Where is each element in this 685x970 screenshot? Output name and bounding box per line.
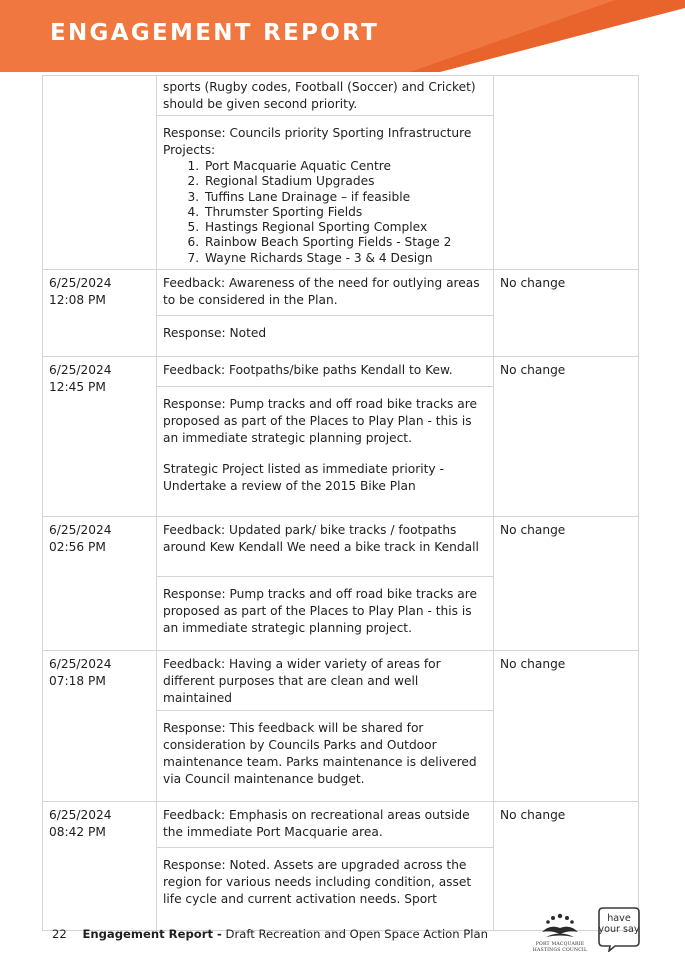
outcome-cell [494,517,639,651]
response-cell [157,387,494,517]
table-row [43,270,639,316]
footer-doc-title: Engagement Report - [82,927,222,941]
date-text: 6/25/2024 08:42 PM [49,808,112,839]
response-text: Response: Pump tracks and off road bike tracks are proposed as part of the Places to Play Plan - this is an immediate strategic planning project. [163,397,477,445]
report-title: ENGAGEMENT REPORT [50,20,380,46]
feedback-text: Feedback: Emphasis on recreational areas outside the immediate Port Macquarie area. [163,808,470,839]
response-text: Response: Noted [163,326,267,340]
response-cell [157,116,494,270]
feedback-text: Feedback: Having a wider variety of areas for different purposes that are clean and well maintained [163,657,441,705]
page-footer [52,927,488,941]
date-cell [43,76,157,270]
outcome-text: No change [500,808,566,822]
project-list [163,159,487,266]
date-text: 6/25/2024 07:18 PM [49,657,112,688]
date-text: 6/25/2024 12:08 PM [49,276,112,307]
project-item: 2. Regional Stadium Upgrades [203,174,487,189]
table-row [43,802,639,848]
project-item: 7. Wayne Richards Stage - 3 & 4 Design [203,251,487,266]
date-cell [43,270,157,357]
response-text: Response: Councils priority Sporting Infrastructure Projects: [163,126,472,157]
outcome-text: No change [500,363,566,377]
response-cell [157,848,494,931]
outcome-text: No change [500,276,566,290]
feedback-cell [157,517,494,577]
feedback-cell [157,651,494,711]
response-cell [157,577,494,651]
response-text: Response: This feedback will be shared for consideration by Councils Parks and Outdoor maintenance team. Parks maintenance is delivered via Council maintenance budget. [163,721,477,786]
table-row [43,517,639,577]
outcome-cell [494,76,639,270]
date-text: 6/25/2024 02:56 PM [49,523,112,554]
response-text: Response: Pump tracks and off road bike tracks are proposed as part of the Places to Play Plan - this is an immediate strategic planning project. [163,587,477,635]
project-item: 3. Tuffins Lane Drainage – if feasible [203,190,487,205]
footer-doc-subtitle: Draft Recreation and Open Space Action Plan [225,927,488,941]
project-item: 4. Thrumster Sporting Fields [203,205,487,220]
outcome-cell [494,357,639,517]
date-text: 6/25/2024 12:45 PM [49,363,112,394]
feedback-cell [157,76,494,116]
have-your-say-line2: your say [598,924,640,935]
table-row [43,357,639,387]
feedback-text: Feedback: Footpaths/bike paths Kendall to Kew. [163,363,453,377]
table-row-continued [43,76,639,116]
feedback-table [42,75,639,931]
outcome-cell [494,270,639,357]
outcome-text: No change [500,523,566,537]
response-extra-text: Strategic Project listed as immediate priority - Undertake a review of the 2015 Bike Plan [163,462,444,493]
page-number: 22 [52,927,67,941]
table-row [43,651,639,711]
have-your-say-logo-text [597,913,641,935]
response-text: Response: Noted. Assets are upgraded across the region for various needs including condition, asset life cycle and current activation needs. Sport [163,858,472,906]
outcome-cell [494,651,639,802]
response-cell [157,711,494,802]
outcome-text: No change [500,657,566,671]
response-cell [157,316,494,357]
feedback-text: sports (Rugby codes, Football (Soccer) and Cricket) should be given second priority. [163,80,476,111]
response-spacer [163,447,487,461]
date-cell [43,517,157,651]
feedback-text: Feedback: Awareness of the need for outlying areas to be considered in the Plan. [163,276,480,307]
have-your-say-line1: have [607,913,631,924]
date-cell [43,802,157,931]
date-cell [43,651,157,802]
feedback-cell [157,357,494,387]
feedback-text: Feedback: Updated park/ bike tracks / footpaths around Kew Kendall We need a bike track in Kendall [163,523,479,554]
date-cell [43,357,157,517]
project-item: 6. Rainbow Beach Sporting Fields - Stage 2 [203,235,487,250]
feedback-cell [157,802,494,848]
council-logo-line1: PORT MACQUARIE [535,942,585,947]
project-item: 1. Port Macquarie Aquatic Centre [203,159,487,174]
council-logo-line2: HASTINGS COUNCIL [532,947,588,953]
project-item: 5. Hastings Regional Sporting Complex [203,220,487,235]
feedback-cell [157,270,494,316]
council-logo-text [523,942,597,953]
